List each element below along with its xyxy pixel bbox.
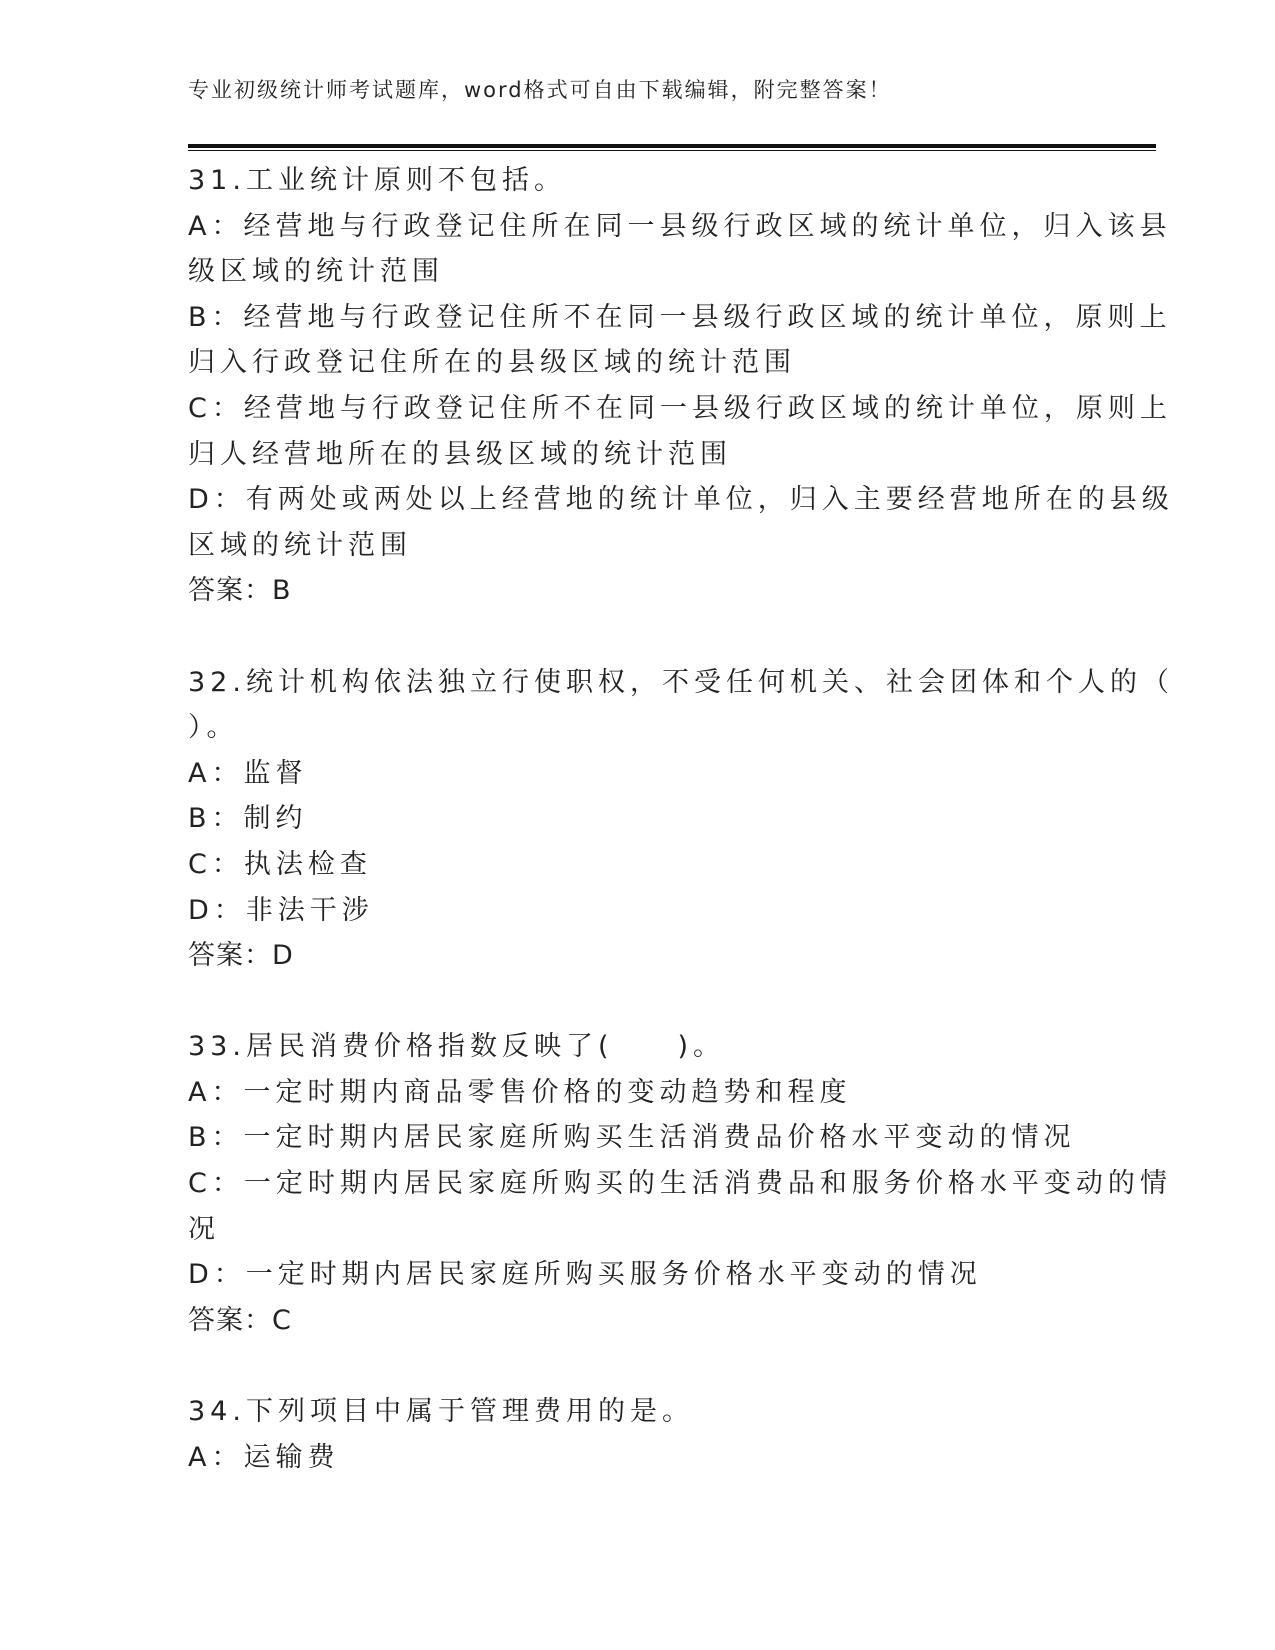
question-34: [188, 1389, 1088, 1480]
option-c-continued: 况: [188, 1213, 220, 1245]
option-b: B：制约: [188, 803, 308, 835]
question-33: [188, 1024, 1172, 1343]
question-stem: 33.居民消费价格指数反映了( )。: [188, 1031, 726, 1063]
question-31: [188, 158, 1174, 614]
option-d: D：一定时期内居民家庭所购买服务价格水平变动的情况: [188, 1259, 982, 1291]
option-c: C：一定时期内居民家庭所购买的生活消费品和服务价格水平变动的情: [188, 1168, 1172, 1200]
question-stem: 34.下列项目中属于管理费用的是。: [188, 1396, 694, 1428]
option-a: A：运输费: [188, 1441, 340, 1473]
option-c: C：执法检查: [188, 848, 372, 880]
option-b: B：经营地与行政登记住所不在同一县级行政区域的统计单位，原则上: [188, 301, 1172, 333]
answer: 答案：B: [188, 575, 292, 607]
option-b-continued: 归入行政登记住所在的县级区域的统计范围: [188, 347, 796, 379]
option-a: A：一定时期内商品零售价格的变动趋势和程度: [188, 1076, 852, 1108]
option-d-continued: 区域的统计范围: [188, 529, 412, 561]
question-stem: 32.统计机构依法独立行使职权，不受任何机关、社会团体和个人的（: [188, 666, 1174, 698]
option-d: D：有两处或两处以上经营地的统计单位，归入主要经营地所在的县级: [188, 484, 1174, 516]
question-stem-continued: ）。: [188, 712, 239, 744]
answer: 答案：C: [188, 1304, 292, 1336]
question-stem: 31.工业统计原则不包括。: [188, 165, 566, 196]
header-divider-thin: [188, 150, 1156, 151]
page-header: 专业初级统计师考试题库，word格式可自由下载编辑，附完整答案！: [188, 78, 892, 102]
option-c-continued: 归人经营地所在的县级区域的统计范围: [188, 438, 732, 470]
option-d: D：非法干涉: [188, 894, 374, 926]
option-c: C：经营地与行政登记住所不在同一县级行政区域的统计单位，原则上: [188, 392, 1172, 424]
option-a-continued: 级区域的统计范围: [188, 256, 444, 288]
option-a: A：经营地与行政登记住所在同一县级行政区域的统计单位，归入该县: [188, 210, 1172, 242]
question-list: [188, 158, 1174, 1526]
option-b: B：一定时期内居民家庭所购买生活消费品价格水平变动的情况: [188, 1122, 1076, 1154]
question-32: [188, 660, 1174, 979]
option-a: A：监督: [188, 757, 308, 789]
header-divider-thick: [188, 144, 1156, 148]
answer: 答案：D: [188, 940, 294, 972]
